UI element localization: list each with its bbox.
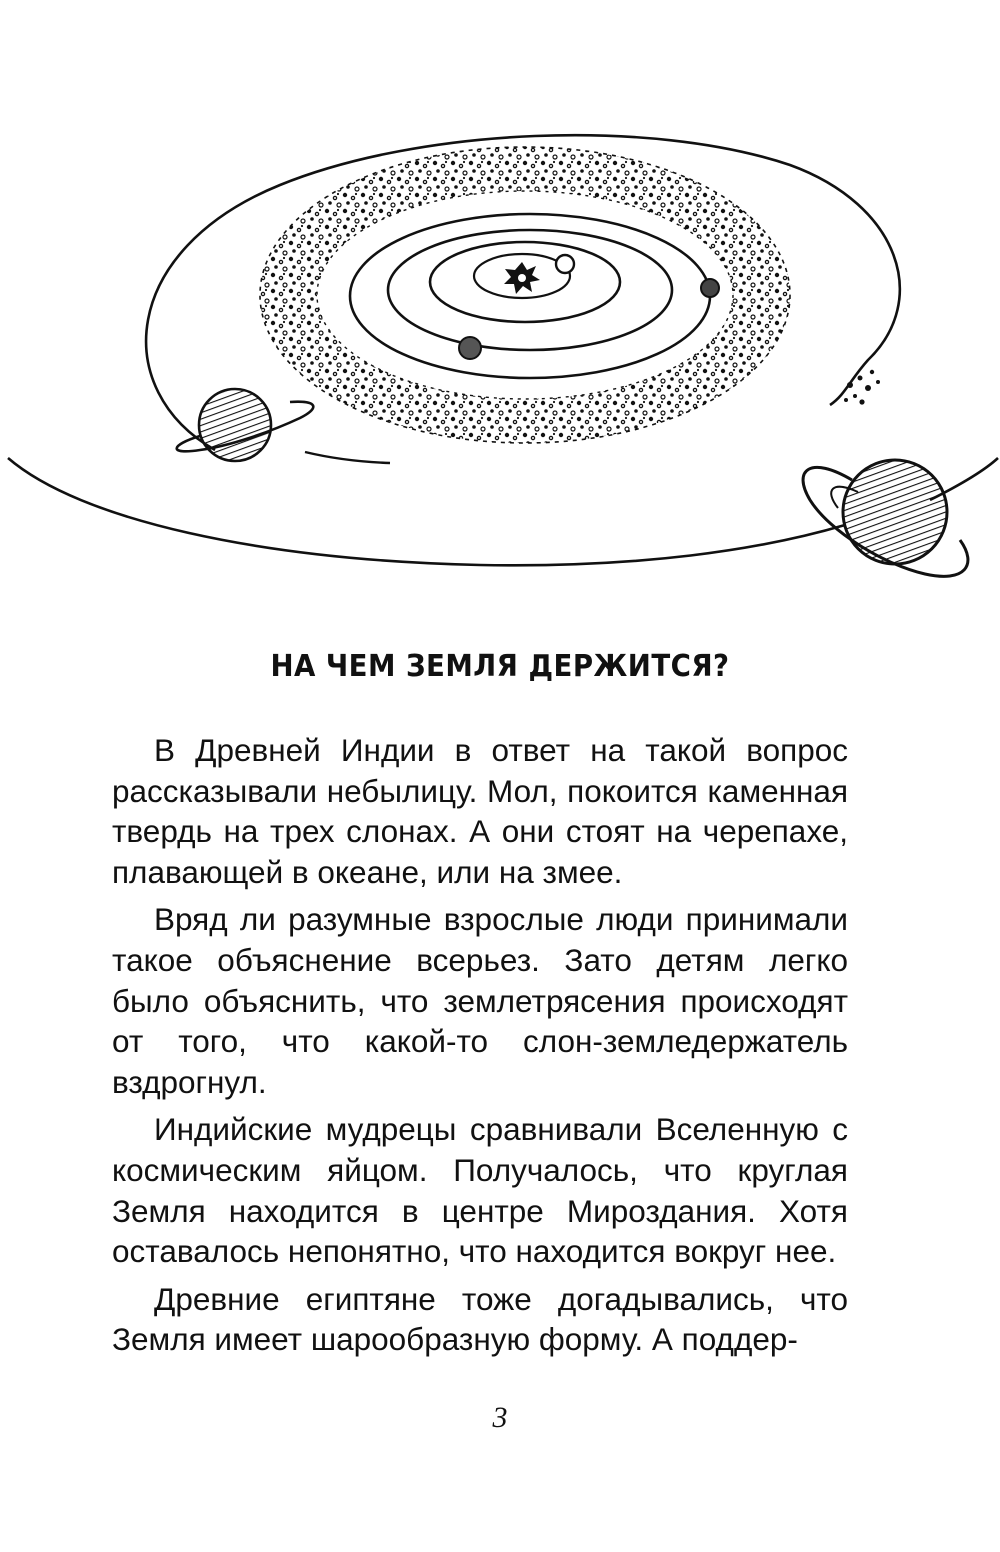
body-text (112, 730, 848, 1367)
paragraph: Древние египтяне тоже догадывались, что Земля имеет шарообразную форму. А поддер- (112, 1280, 848, 1358)
outer-orbit (8, 458, 845, 565)
planet-icon (556, 255, 574, 273)
paragraph: В Древней Индии в ответ на такой вопрос рассказывали небылицу. Мол, покоится каменная твердь на трех слонах. А они стоят на черепахе, плавающей в океане, или на змее. (112, 732, 848, 890)
solar-system-illustration (0, 0, 1000, 600)
chapter-title: НА ЧЕМ ЗЕМЛЯ ДЕРЖИТСЯ? (270, 649, 730, 684)
asteroid-cluster (844, 370, 880, 405)
paragraph: Вряд ли разумные взрослые люди принимали такое объяснение всерьез. Зато детям легко было объяснить, что землетрясения происходят от того, что какой-то слон-земледержатель вздрогнул. (112, 901, 848, 1100)
planet-icon (459, 337, 481, 359)
paragraph: Индийские мудрецы сравнивали Вселенную с космическим яйцом. Получалось, что круглая Земля находится в центре Мироздания. Хотя оставалось непонятно, что находится вокруг нее. (112, 1111, 848, 1270)
page-number: 3 (492, 1401, 508, 1434)
planet-icon (701, 279, 719, 297)
ringed-planet-icon (177, 389, 314, 461)
ringed-planet-icon (803, 460, 968, 576)
